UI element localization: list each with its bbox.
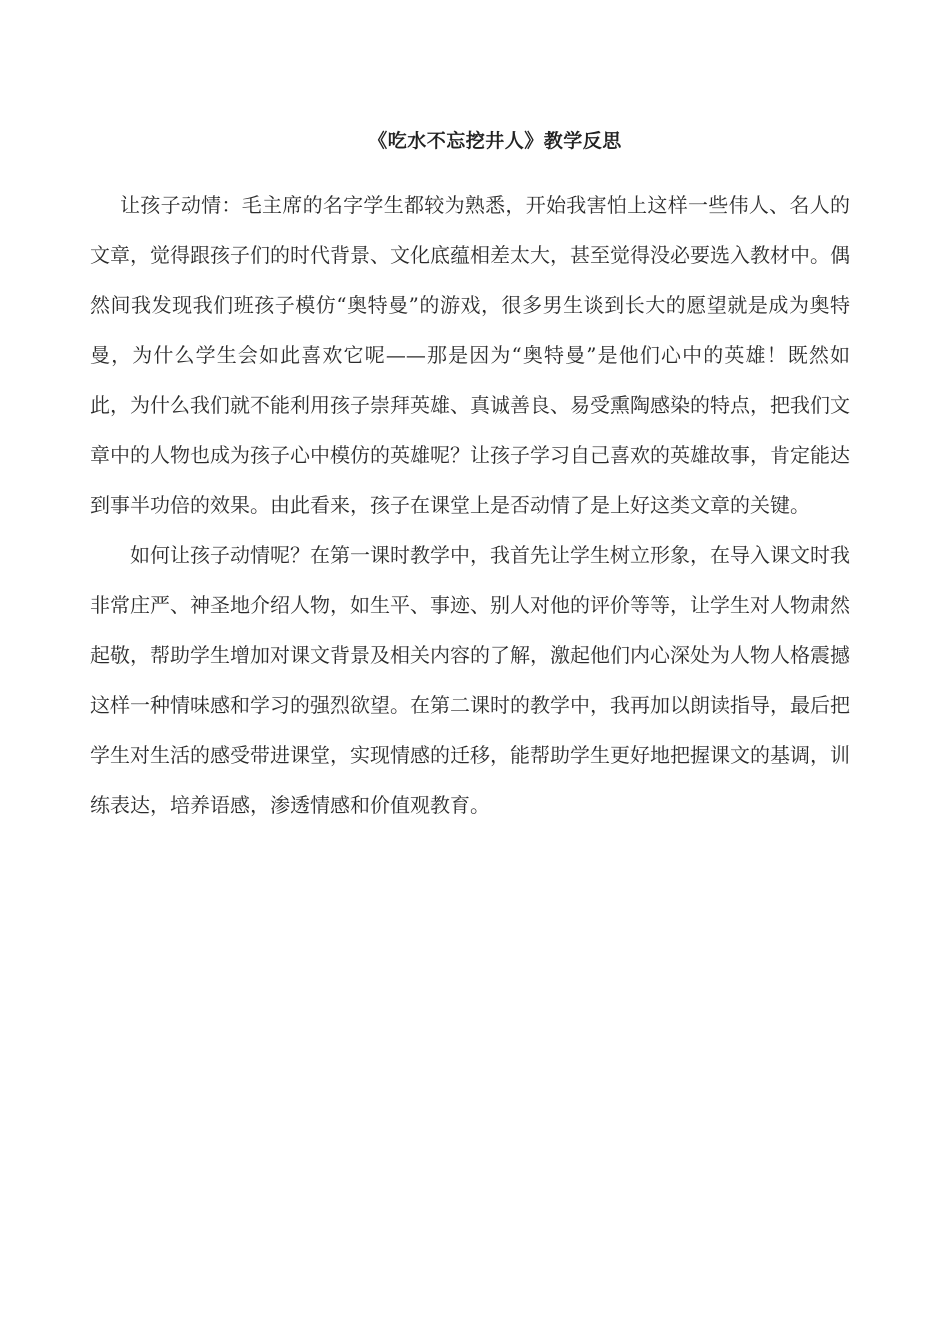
document-body: [90, 180, 850, 830]
document-title: 《吃水不忘挖井人》教学反思: [368, 130, 622, 152]
paragraph-1: 让孩子动情：毛主席的名字学生都较为熟悉，开始我害怕上这样一些伟人、名人的文章，觉得跟孩子们的时代背景、文化底蕴相差太大，甚至觉得没必要选入教材中。偶然间我发现我们班孩子模仿“奥特曼”的游戏，很多男生谈到长大的愿望就是成为奥特曼，为什么学生会如此喜欢它呢——那是因为“奥特曼”是他们心中的英雄！既然如此，为什么我们就不能利用孩子崇拜英雄、真诚善良、易受熏陶感染的特点，把我们文章中的人物也成为孩子心中模仿的英雄呢？让孩子学习自己喜欢的英雄故事，肯定能达到事半功倍的效果。由此看来，孩子在课堂上是否动情了是上好这类文章的关键。: [90, 193, 850, 517]
paragraph-2: 如何让孩子动情呢？在第一课时教学中，我首先让学生树立形象，在导入课文时我非常庄严、神圣地介绍人物，如生平、事迹、别人对他的评价等等，让学生对人物肃然起敬，帮助学生增加对课文背景及相关内容的了解，激起他们内心深处为人物人格震撼这样一种情味感和学习的强烈欲望。在第二课时的教学中，我再加以朗读指导，最后把学生对生活的感受带进课堂，实现情感的迁移，能帮助学生更好地把握课文的基调，训练表达，培养语感，渗透情感和价值观教育。: [90, 543, 850, 817]
